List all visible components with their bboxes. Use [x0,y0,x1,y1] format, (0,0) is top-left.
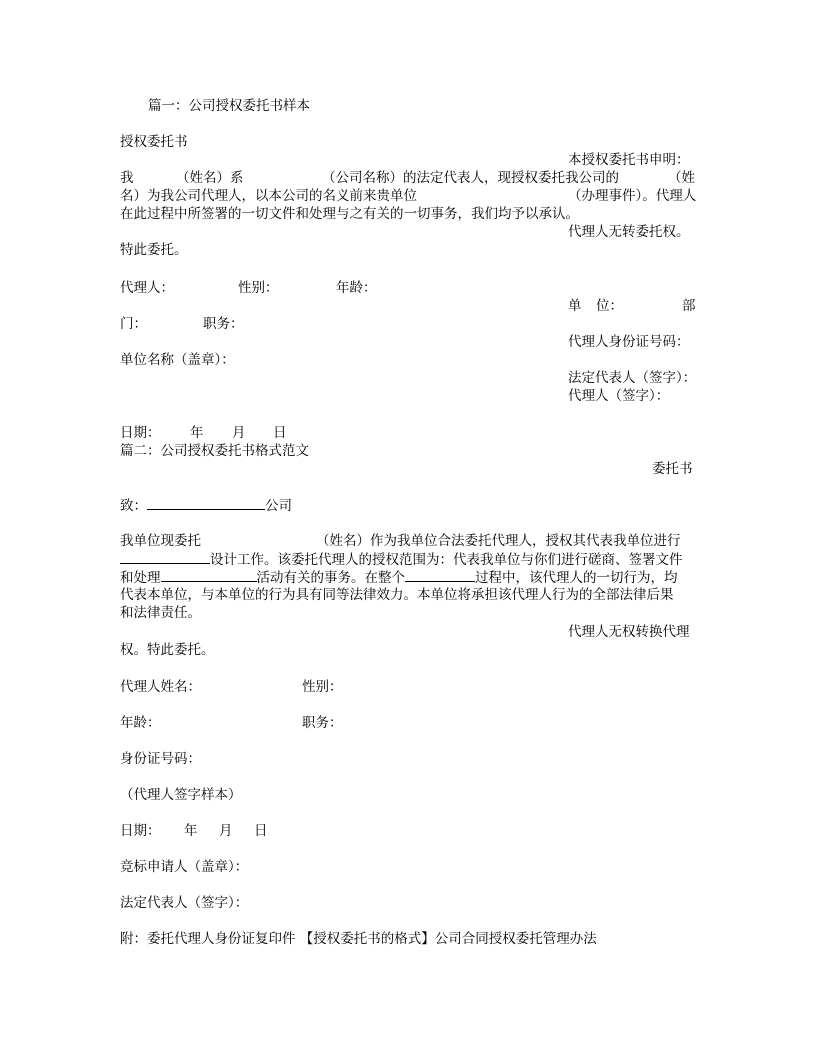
position-label: 职务： [203,316,244,332]
no-transfer-2a: 代理人无权转换代理 [568,624,690,640]
legal-rep-label-2: 法定代表人（签字）： [120,895,249,911]
p2-line2 [120,550,683,569]
section1-title: 授权委托书 [120,134,188,150]
p2-blank3 [405,568,475,582]
no-transfer-2b: 权。特此委托。 [120,642,215,658]
position-label-2: 职务： [302,715,343,731]
company-label: 公司 [265,498,292,514]
p2-line3 [120,568,678,587]
unit-label-a: 单 [568,298,582,314]
gender-label: 性别： [238,280,279,296]
dept-label-a: 部 [682,298,696,314]
to-blank [147,496,265,510]
date-label: 日期： [120,425,161,441]
agent-name-label: 代理人姓名： [120,679,201,695]
p2-c: 设计工作。该委托代理人的授权范围为：代表我单位与你们进行磋商、签署文件 [210,552,683,568]
p2-blank1 [120,550,210,564]
date-year-2: 年 [184,823,198,839]
declare-line: 本授权委托书申明： [568,152,690,168]
special-line: 特此委托。 [120,242,188,258]
legal-rep-label: 法定代表人（签字）： [568,370,697,386]
to-label: 致： [120,498,147,514]
attachment-line: 附：委托代理人身份证复印件 【授权委托书的格式】公司合同授权委托管理办法 [120,931,597,947]
no-transfer-line: 代理人无转委托权。 [568,224,690,240]
date-month: 月 [232,425,246,441]
p2-e: 活动有关的事务。在整个 [256,570,405,586]
p2-b: （姓名）作为我单位合法委托代理人，授权其代表我单位进行 [316,533,681,549]
date-label-2: 日期： [120,823,161,839]
unit-label-b: 位： [596,298,623,314]
section2-heading: 篇二：公司授权委托书格式范文 [120,443,309,459]
gender-label-2: 性别： [302,679,343,695]
p1-w7: 在此过程中所签署的一切文件和处理与之有关的一切事务，我们均予以承认。 [120,206,579,222]
unit-name-label: 单位名称（盖章）： [120,352,235,368]
p1-w6: （办理事件）。代理人 [568,188,697,204]
bidder-label: 竞标申请人（盖章）： [120,859,249,875]
p2-h: 和法律责任。 [120,605,201,621]
signature-sample-label: （代理人签字样本） [120,787,242,803]
p2-a: 我单位现委托 [120,533,201,549]
p1-w1: 我 [120,170,134,186]
p1-w5: 名）为我公司代理人，以本公司的名义前来贵单位 [120,188,417,204]
date-year: 年 [190,425,204,441]
section2-title: 委托书 [652,461,693,477]
p2-blank2 [161,568,257,582]
p1-w3: （公司名称）的法定代表人，现授权委托我公司的 [322,170,619,186]
p1-w4: （姓 [668,170,695,186]
p2-d: 和处理 [120,570,161,586]
to-line [120,496,292,515]
id-number-label-2: 身份证号码： [120,751,201,767]
date-day: 日 [273,425,287,441]
id-number-label: 代理人身份证号码： [568,334,690,350]
p2-f: 过程中，该代理人的一切行为，均 [475,570,678,586]
age-label: 年龄： [336,280,377,296]
date-month-2: 月 [219,823,233,839]
p2-g: 代表本单位，与本单位的行为具有同等法律效力。本单位将承担该代理人行为的全部法律后果 [120,587,674,603]
p1-w2: （姓名）系 [176,170,244,186]
dept-label-b: 门： [120,316,147,332]
section1-heading: 篇一：公司授权委托书样本 [148,98,310,114]
age-label-2: 年龄： [120,715,161,731]
date-day-2: 日 [254,823,268,839]
agent-label: 代理人： [120,280,174,296]
agent-sign-label: 代理人（签字）： [568,388,670,404]
